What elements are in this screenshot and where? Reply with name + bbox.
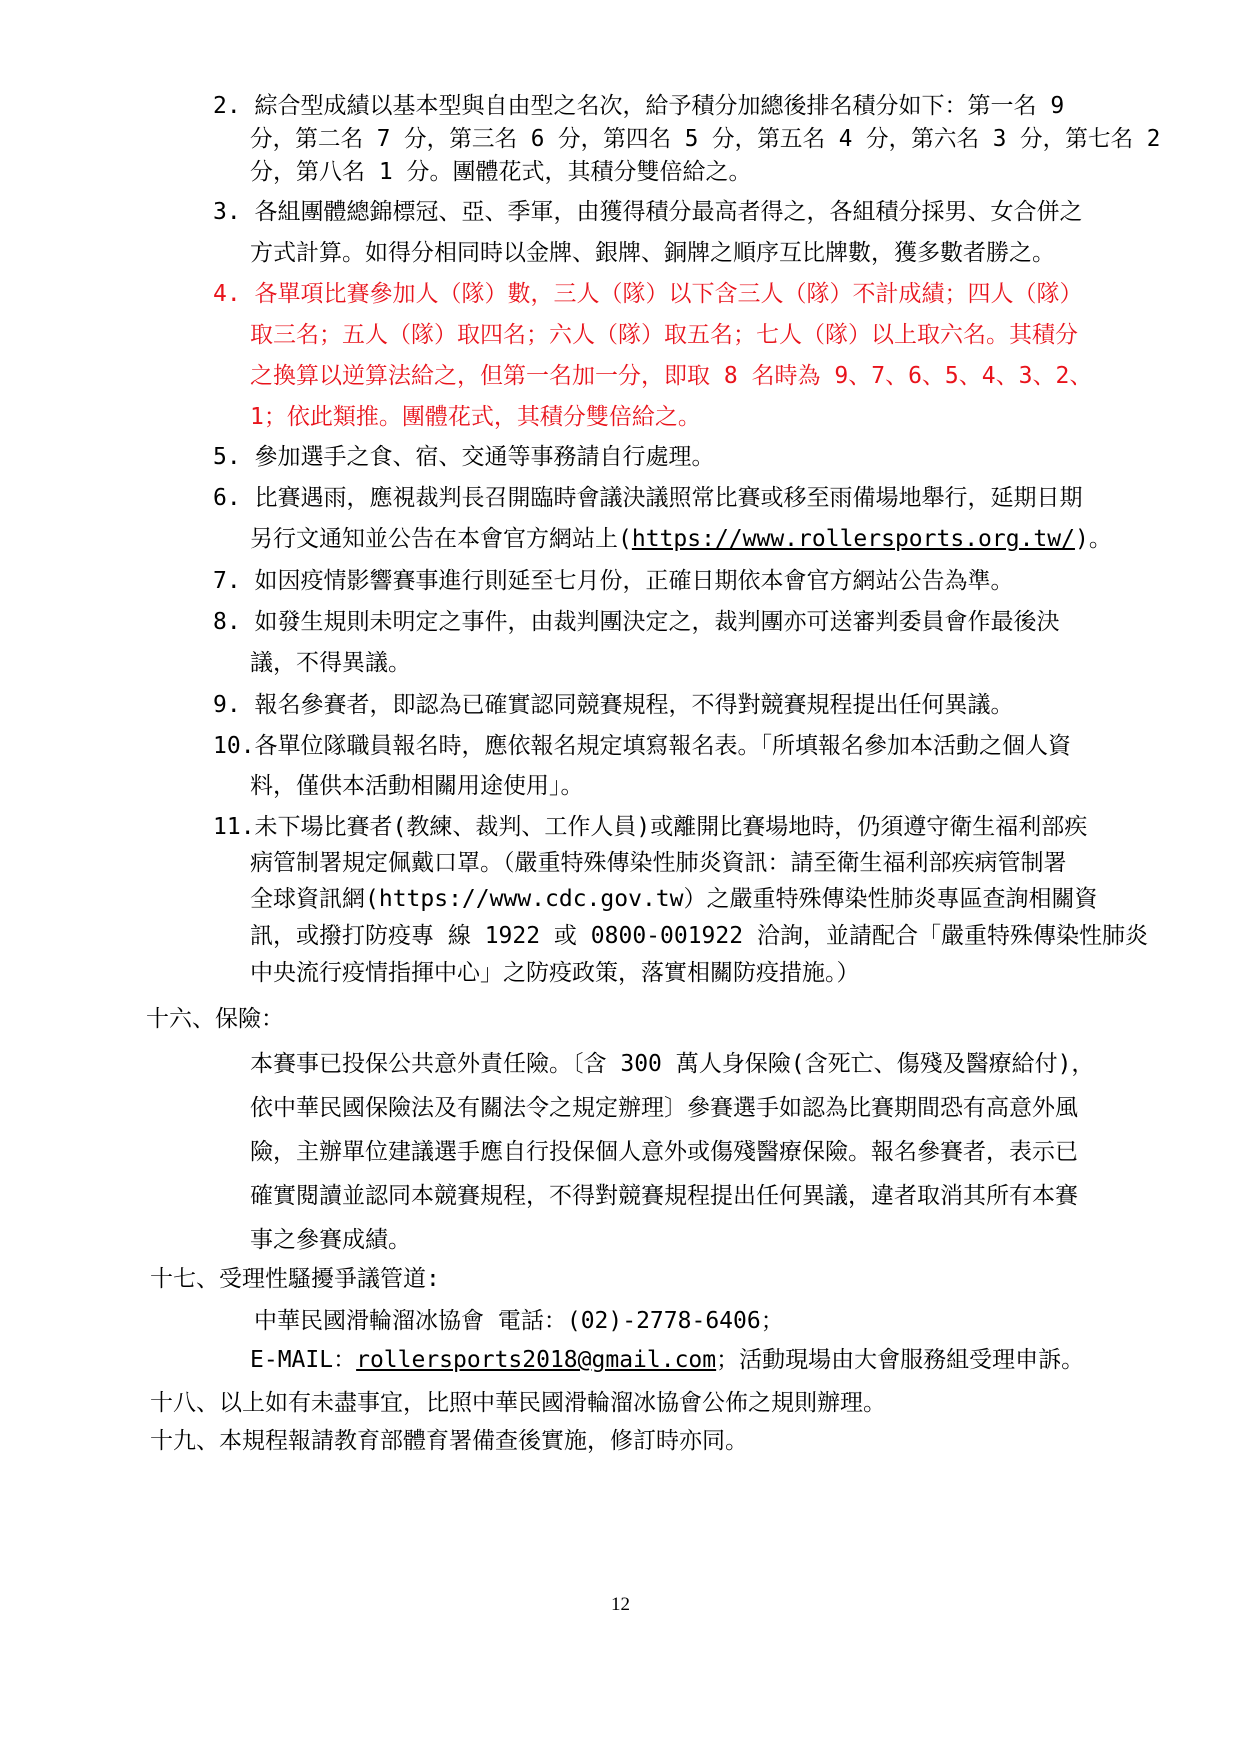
item-11-line-4: 訊，或撥打防疫專 線 1922 或 0800-001922 洽詢，並請配合「嚴重特殊傳染性肺炎 [250, 923, 1148, 949]
item-11-line-1: 11.未下場比賽者(教練、裁判、工作人員)或離開比賽場地時，仍須遵守衛生福利部疾 [213, 814, 1088, 840]
item-4-line-4: 1；依此類推。團體花式，其積分雙倍給之。 [250, 404, 701, 430]
section-16-line-2: 依中華民國保險法及有關法令之規定辦理〕參賽選手如認為比賽期間恐有高意外風 [250, 1095, 1078, 1121]
item-8-line-2: 議，不得異議。 [250, 650, 411, 676]
website-link[interactable]: https://www.rollersports.org.tw/ [631, 526, 1075, 552]
section-19: 十九、本規程報請教育部體育署備查後實施，修訂時亦同。 [150, 1428, 748, 1454]
item-6-line-1: 6. 比賽遇雨，應視裁判長召開臨時會議決議照常比賽或移至雨備場地舉行，延期日期 [213, 485, 1083, 511]
section-16-line-1: 本賽事已投保公共意外責任險。〔含 300 萬人身保險(含死亡、傷殘及醫療給付)， [250, 1051, 1095, 1077]
item-3-line-1: 3. 各組團體總錦標冠、亞、季軍，由獲得積分最高者得之，各組積分採男、女合併之 [213, 199, 1083, 225]
item-7-line-1: 7. 如因疫情影響賽事進行則延至七月份，正確日期依本會官方網站公告為準。 [213, 568, 1014, 594]
email-link[interactable]: rollersports2018@gmail.com [356, 1347, 717, 1373]
item-2-line-1: 2. 綜合型成績以基本型與自由型之名次，給予積分加總後排名積分如下：第一名 9 [213, 93, 1065, 119]
item-11-line-3: 全球資訊網(https://www.cdc.gov.tw）之嚴重特殊傳染性肺炎專區查詢相關資 [250, 886, 1098, 912]
item-10-line-1: 10.各單位隊職員報名時，應依報名規定填寫報名表。「所填報名參加本活動之個人資 [213, 733, 1072, 759]
section-17-phone: 中華民國滑輪溜冰協會 電話：(02)-2778-6406； [254, 1308, 784, 1334]
item-4-line-1: 4. 各單項比賽參加人（隊）數，三人（隊）以下含三人（隊）不計成績；四人（隊） [213, 281, 1083, 307]
item-11-line-2: 病管制署規定佩戴口罩。（嚴重特殊傳染性肺炎資訊：請至衛生福利部疾病管制署 [250, 850, 1067, 876]
item-11-line-5: 中央流行疫情指揮中心」之防疫政策，落實相關防疫措施。） [250, 960, 860, 986]
item-9-line-1: 9. 報名參賽者，即認為已確實認同競賽規程，不得對競賽規程提出任何異議。 [213, 692, 1014, 718]
item-5-line-1: 5. 參加選手之食、宿、交通等事務請自行處理。 [213, 444, 715, 470]
item-3-line-2: 方式計算。如得分相同時以金牌、銀牌、銅牌之順序互比牌數，獲多數者勝之。 [250, 240, 1055, 266]
email-tail: ；活動現場由大會服務組受理申訴。 [716, 1347, 1085, 1373]
section-16-title: 十六、保險： [146, 1006, 284, 1032]
item-6-tail: )。 [1074, 526, 1112, 552]
section-16-line-3: 險，主辦單位建議選手應自行投保個人意外或傷殘醫療保險。報名參賽者，表示已 [250, 1139, 1078, 1165]
section-17-title: 十七、受理性騷擾爭議管道: [150, 1266, 440, 1292]
item-4-line-2: 取三名；五人（隊）取四名；六人（隊）取五名；七人（隊）以上取六名。其積分 [250, 322, 1078, 348]
section-17-email-line [250, 1345, 1084, 1375]
section-16-line-5: 事之參賽成績。 [250, 1227, 411, 1253]
item-6-line-2 [250, 524, 1112, 554]
item-2-line-3: 分，第八名 1 分。團體花式，其積分雙倍給之。 [250, 159, 752, 185]
item-10-line-2: 料，僅供本活動相關用途使用」。 [250, 773, 584, 799]
item-2-line-2: 分，第二名 7 分，第三名 6 分，第四名 5 分，第五名 4 分，第六名 3 分，第七名 2 [250, 126, 1161, 152]
page-number: 12 [611, 1594, 630, 1615]
item-6-text: 另行文通知並公告在本會官方網站上( [250, 526, 632, 552]
item-4-line-3: 之換算以逆算法給之，但第一名加一分，即取 8 名時為 9、7、6、5、4、3、2、 [250, 363, 1093, 389]
section-16-line-4: 確實閱讀並認同本競賽規程，不得對競賽規程提出任何異議，違者取消其所有本賽 [250, 1183, 1078, 1209]
email-label: E-MAIL： [250, 1347, 357, 1373]
item-8-line-1: 8. 如發生規則未明定之事件，由裁判團決定之，裁判團亦可送審判委員會作最後決 [213, 609, 1060, 635]
section-18: 十八、以上如有未盡事宜，比照中華民國滑輪溜冰協會公佈之規則辦理。 [150, 1390, 886, 1416]
